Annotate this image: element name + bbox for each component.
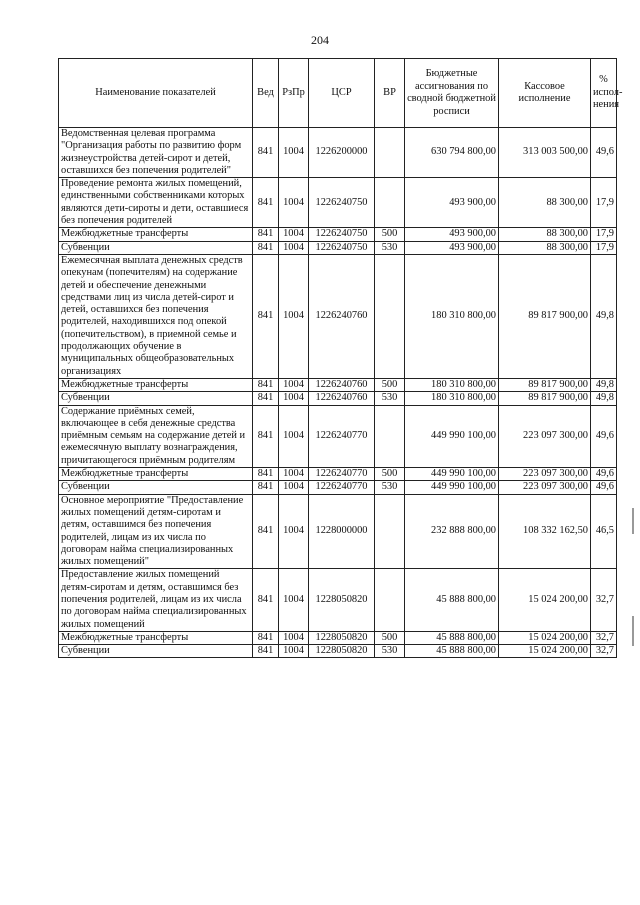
row-rzpr: 1004 [279, 254, 309, 378]
row-pct: 32,7 [591, 645, 617, 658]
row-vr [375, 254, 405, 378]
column-header-budget: Бюджетные ассигнования по сводной бюджетной росписи [405, 59, 499, 128]
row-csr: 1226240750 [309, 178, 375, 228]
row-csr: 1228050820 [309, 645, 375, 658]
table-row [59, 128, 617, 178]
row-vr: 530 [375, 645, 405, 658]
row-csr: 1226240760 [309, 378, 375, 391]
table-header [59, 59, 623, 128]
scan-edge-mark [632, 616, 634, 646]
row-budget: 493 900,00 [405, 228, 499, 241]
row-cash: 89 817 900,00 [499, 254, 591, 378]
table-row [59, 645, 617, 658]
row-name: Проведение ремонта жилых помещений, единственными собственниками которых являются дети-сироты и дети, оставшиеся без попечения родителей [59, 178, 253, 228]
row-vr [375, 569, 405, 631]
row-rzpr: 1004 [279, 392, 309, 405]
row-ved: 841 [253, 468, 279, 481]
row-ved: 841 [253, 178, 279, 228]
row-budget: 232 888 800,00 [405, 494, 499, 569]
row-budget: 180 310 800,00 [405, 392, 499, 405]
row-cash: 15 024 200,00 [499, 569, 591, 631]
row-budget: 449 990 100,00 [405, 405, 499, 467]
row-budget: 449 990 100,00 [405, 468, 499, 481]
row-budget: 630 794 800,00 [405, 128, 499, 178]
row-vr: 500 [375, 378, 405, 391]
row-name: Ведомственная целевая программа "Организация работы по развитию форм жизнеустройства детей-сирот и детей, оставшихся без попечения родителей" [59, 128, 253, 178]
row-rzpr: 1004 [279, 405, 309, 467]
row-rzpr: 1004 [279, 481, 309, 494]
row-rzpr: 1004 [279, 645, 309, 658]
row-pct: 46,5 [591, 494, 617, 569]
row-pct: 17,9 [591, 178, 617, 228]
table-row [59, 494, 617, 569]
row-pct: 49,6 [591, 468, 617, 481]
row-budget: 493 900,00 [405, 241, 499, 254]
row-ved: 841 [253, 228, 279, 241]
row-ved: 841 [253, 631, 279, 644]
row-cash: 313 003 500,00 [499, 128, 591, 178]
row-pct: 32,7 [591, 631, 617, 644]
row-pct: 32,7 [591, 569, 617, 631]
row-cash: 89 817 900,00 [499, 392, 591, 405]
row-pct: 49,6 [591, 405, 617, 467]
column-header-cash: Кассовое исполнение [499, 59, 591, 128]
row-cash: 88 300,00 [499, 178, 591, 228]
row-ved: 841 [253, 405, 279, 467]
row-rzpr: 1004 [279, 228, 309, 241]
row-ved: 841 [253, 241, 279, 254]
table-row [59, 178, 617, 228]
column-header-name: Наименование показателей [59, 59, 253, 128]
row-csr: 1226240760 [309, 254, 375, 378]
row-name: Межбюджетные трансферты [59, 228, 253, 241]
row-vr: 530 [375, 392, 405, 405]
row-ved: 841 [253, 569, 279, 631]
table-row [59, 481, 617, 494]
row-rzpr: 1004 [279, 494, 309, 569]
row-rzpr: 1004 [279, 569, 309, 631]
row-vr [375, 178, 405, 228]
row-csr: 1228050820 [309, 631, 375, 644]
page-number: 204 [311, 33, 329, 47]
row-cash: 88 300,00 [499, 241, 591, 254]
budget-execution-table [58, 58, 623, 658]
row-cash: 108 332 162,50 [499, 494, 591, 569]
row-name: Основное мероприятие "Предоставление жилых помещений детям-сиротам и детям, оставшимся без попечения родителей, лицам из их числа по договорам найма специализированных жилых помещений" [59, 494, 253, 569]
row-name: Межбюджетные трансферты [59, 468, 253, 481]
row-name: Межбюджетные трансферты [59, 631, 253, 644]
row-vr: 530 [375, 481, 405, 494]
row-budget: 449 990 100,00 [405, 481, 499, 494]
row-csr: 1226240770 [309, 405, 375, 467]
row-name: Субвенции [59, 645, 253, 658]
row-budget: 493 900,00 [405, 178, 499, 228]
row-cash: 223 097 300,00 [499, 468, 591, 481]
table-row [59, 569, 617, 631]
row-pct: 49,8 [591, 392, 617, 405]
row-rzpr: 1004 [279, 468, 309, 481]
row-pct: 17,9 [591, 241, 617, 254]
row-csr: 1226240770 [309, 481, 375, 494]
row-pct: 17,9 [591, 228, 617, 241]
table-row [59, 254, 617, 378]
column-header-pct: % испол-нения [591, 59, 617, 128]
row-csr: 1226240770 [309, 468, 375, 481]
row-budget: 180 310 800,00 [405, 254, 499, 378]
row-name: Субвенции [59, 481, 253, 494]
table-body [59, 128, 617, 658]
column-header-csr: ЦСР [309, 59, 375, 128]
row-name: Содержание приёмных семей, включающее в себя денежные средства приёмным семьям на содержание детей и ежемесячную выплату вознаграждения, причитающегося приёмным родителям [59, 405, 253, 467]
row-rzpr: 1004 [279, 128, 309, 178]
row-csr: 1228050820 [309, 569, 375, 631]
table-row [59, 468, 617, 481]
row-name: Ежемесячная выплата денежных средств опекунам (попечителям) на содержание детей и обеспечение денежными средствами лиц из числа детей-сирот и детей, оставшихся без попечения родителей, находившихся под опекой (попечительством), в приемной семье и продолжающих обучение в муниципальных общеобразовательных организациях [59, 254, 253, 378]
row-csr: 1228000000 [309, 494, 375, 569]
row-ved: 841 [253, 494, 279, 569]
row-pct: 49,8 [591, 254, 617, 378]
row-ved: 841 [253, 645, 279, 658]
row-cash: 88 300,00 [499, 228, 591, 241]
row-budget: 45 888 800,00 [405, 645, 499, 658]
row-csr: 1226240750 [309, 241, 375, 254]
row-cash: 223 097 300,00 [499, 405, 591, 467]
row-csr: 1226240760 [309, 392, 375, 405]
row-name: Предоставление жилых помещений детям-сиротам и детям, оставшимся без попечения родителей, лицам из их числа по договорам найма специализированных жилых помещений [59, 569, 253, 631]
row-ved: 841 [253, 378, 279, 391]
row-ved: 841 [253, 392, 279, 405]
row-csr: 1226200000 [309, 128, 375, 178]
row-rzpr: 1004 [279, 241, 309, 254]
row-pct: 49,6 [591, 481, 617, 494]
row-budget: 180 310 800,00 [405, 378, 499, 391]
row-name: Межбюджетные трансферты [59, 378, 253, 391]
row-name: Субвенции [59, 241, 253, 254]
row-cash: 223 097 300,00 [499, 481, 591, 494]
row-ved: 841 [253, 481, 279, 494]
row-vr: 530 [375, 241, 405, 254]
row-csr: 1226240750 [309, 228, 375, 241]
scan-edge-mark [632, 508, 634, 534]
row-name: Субвенции [59, 392, 253, 405]
row-vr: 500 [375, 631, 405, 644]
column-header-vr: ВР [375, 59, 405, 128]
row-cash: 15 024 200,00 [499, 631, 591, 644]
table-row [59, 405, 617, 467]
row-vr [375, 405, 405, 467]
row-budget: 45 888 800,00 [405, 631, 499, 644]
table-row [59, 228, 617, 241]
column-header-rzpr: РзПр [279, 59, 309, 128]
row-pct: 49,8 [591, 378, 617, 391]
table-row [59, 631, 617, 644]
row-cash: 89 817 900,00 [499, 378, 591, 391]
row-cash: 15 024 200,00 [499, 645, 591, 658]
row-ved: 841 [253, 254, 279, 378]
row-vr [375, 128, 405, 178]
row-rzpr: 1004 [279, 178, 309, 228]
row-vr: 500 [375, 468, 405, 481]
row-pct: 49,6 [591, 128, 617, 178]
table-row [59, 378, 617, 391]
column-header-ved: Вед [253, 59, 279, 128]
row-vr [375, 494, 405, 569]
row-rzpr: 1004 [279, 631, 309, 644]
row-rzpr: 1004 [279, 378, 309, 391]
row-ved: 841 [253, 128, 279, 178]
row-vr: 500 [375, 228, 405, 241]
row-budget: 45 888 800,00 [405, 569, 499, 631]
table-row [59, 241, 617, 254]
table-row [59, 392, 617, 405]
